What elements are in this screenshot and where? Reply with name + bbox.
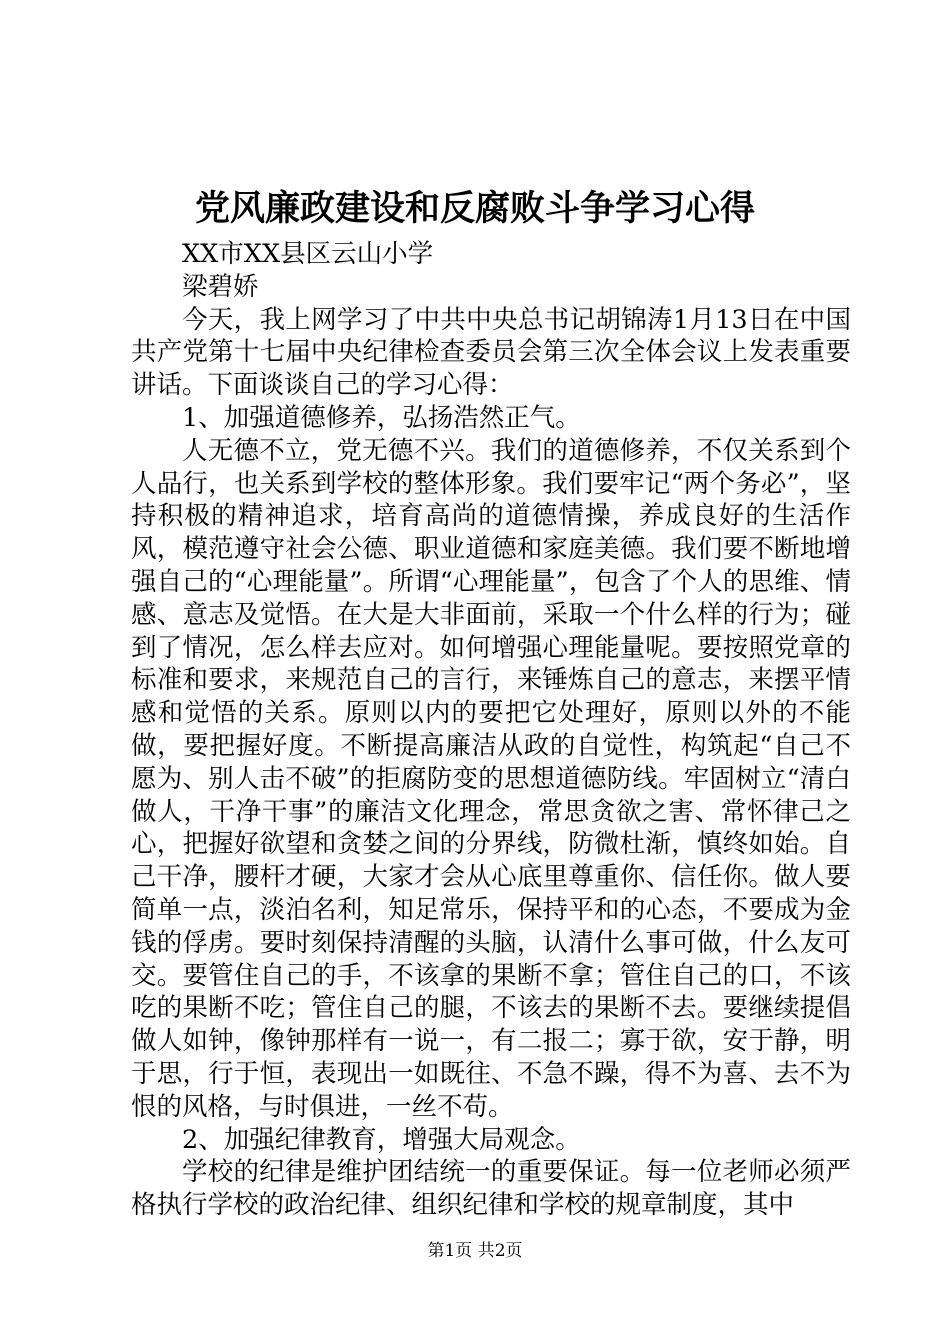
author-line: 梁碧娇: [182, 271, 259, 302]
paragraph-section-1: 人无德不立，党无德不兴。我们的道德修养，不仅关系到个人品行，也关系到学校的整体形象。我们要牢记“两个务必”，坚持积极的精神追求，培育高尚的道德情操，养成良好的生活作风，模范遵守社会公德、职业道德和家庭美德。我们要不断地增强自己的“心理能量”。所谓“心理能量”，包含了个人的思维、情感、意志及觉悟。在大是大非面前，采取一个什么样的行为；碰到了情况，怎么样去应对。如何增强心理能量呢。要按照党章的标准和要求，来规范自己的言行，来锤炼自己的意志，来摆平情感和觉悟的关系。原则以内的要把它处理好，原则以外的不能做，要把握好度。不断提高廉洁从政的自觉性，构筑起“自己不愿为、别人击不破”的拒腐防变的思想道德防线。牢固树立“清白做人，干净干事”的廉洁文化理念，常思贪欲之害、常怀律己之心，把握好欲望和贪婪之间的分界线，防微杜渐，慎终如始。自己干净，腰杆才硬，大家才会从心底里尊重你、信任你。做人要简单一点，淡泊名利，知足常乐，保持平和的心态，不要成为金钱的俘虏。要时刻保持清醒的头脑，认清什么事可做，什么友可交。要管住自己的手，不该拿的果断不拿；管住自己的口，不该吃的果断不吃；管住自己的腿，不该去的果断不去。要继续提倡做人如钟，像钟那样有一说一，有二报二；寡于欲，安于静，明于思，行于恒，表现出一如既往、不急不躁，得不为喜、去不为恨的风格，与时俱进，一丝不苟。: [131, 435, 851, 1122]
school-line: XX市XX县区云山小学: [182, 239, 434, 269]
page-footer: 第1页 共2页: [427, 1241, 523, 1261]
document-title: 党风廉政建设和反腐败斗争学习心得: [194, 188, 755, 229]
document-body: [131, 238, 851, 1222]
section-heading-1: 1、加强道德修养，弘扬浩然正气。: [182, 402, 581, 433]
paragraph-intro: 今天，我上网学习了中共中央总书记胡锦涛1月13日在中国共产党第十七届中央纪律检查委员会第三次全体会议上发表重要讲话。下面谈谈自己的学习心得：: [131, 304, 851, 401]
paragraph-section-2: 学校的纪律是维护团结统一的重要保证。每一位老师必须严格执行学校的政治纪律、组织纪律和学校的规章制度，其中: [131, 1157, 851, 1221]
section-heading-2: 2、加强纪律教育，增强大局观念。: [182, 1124, 581, 1155]
